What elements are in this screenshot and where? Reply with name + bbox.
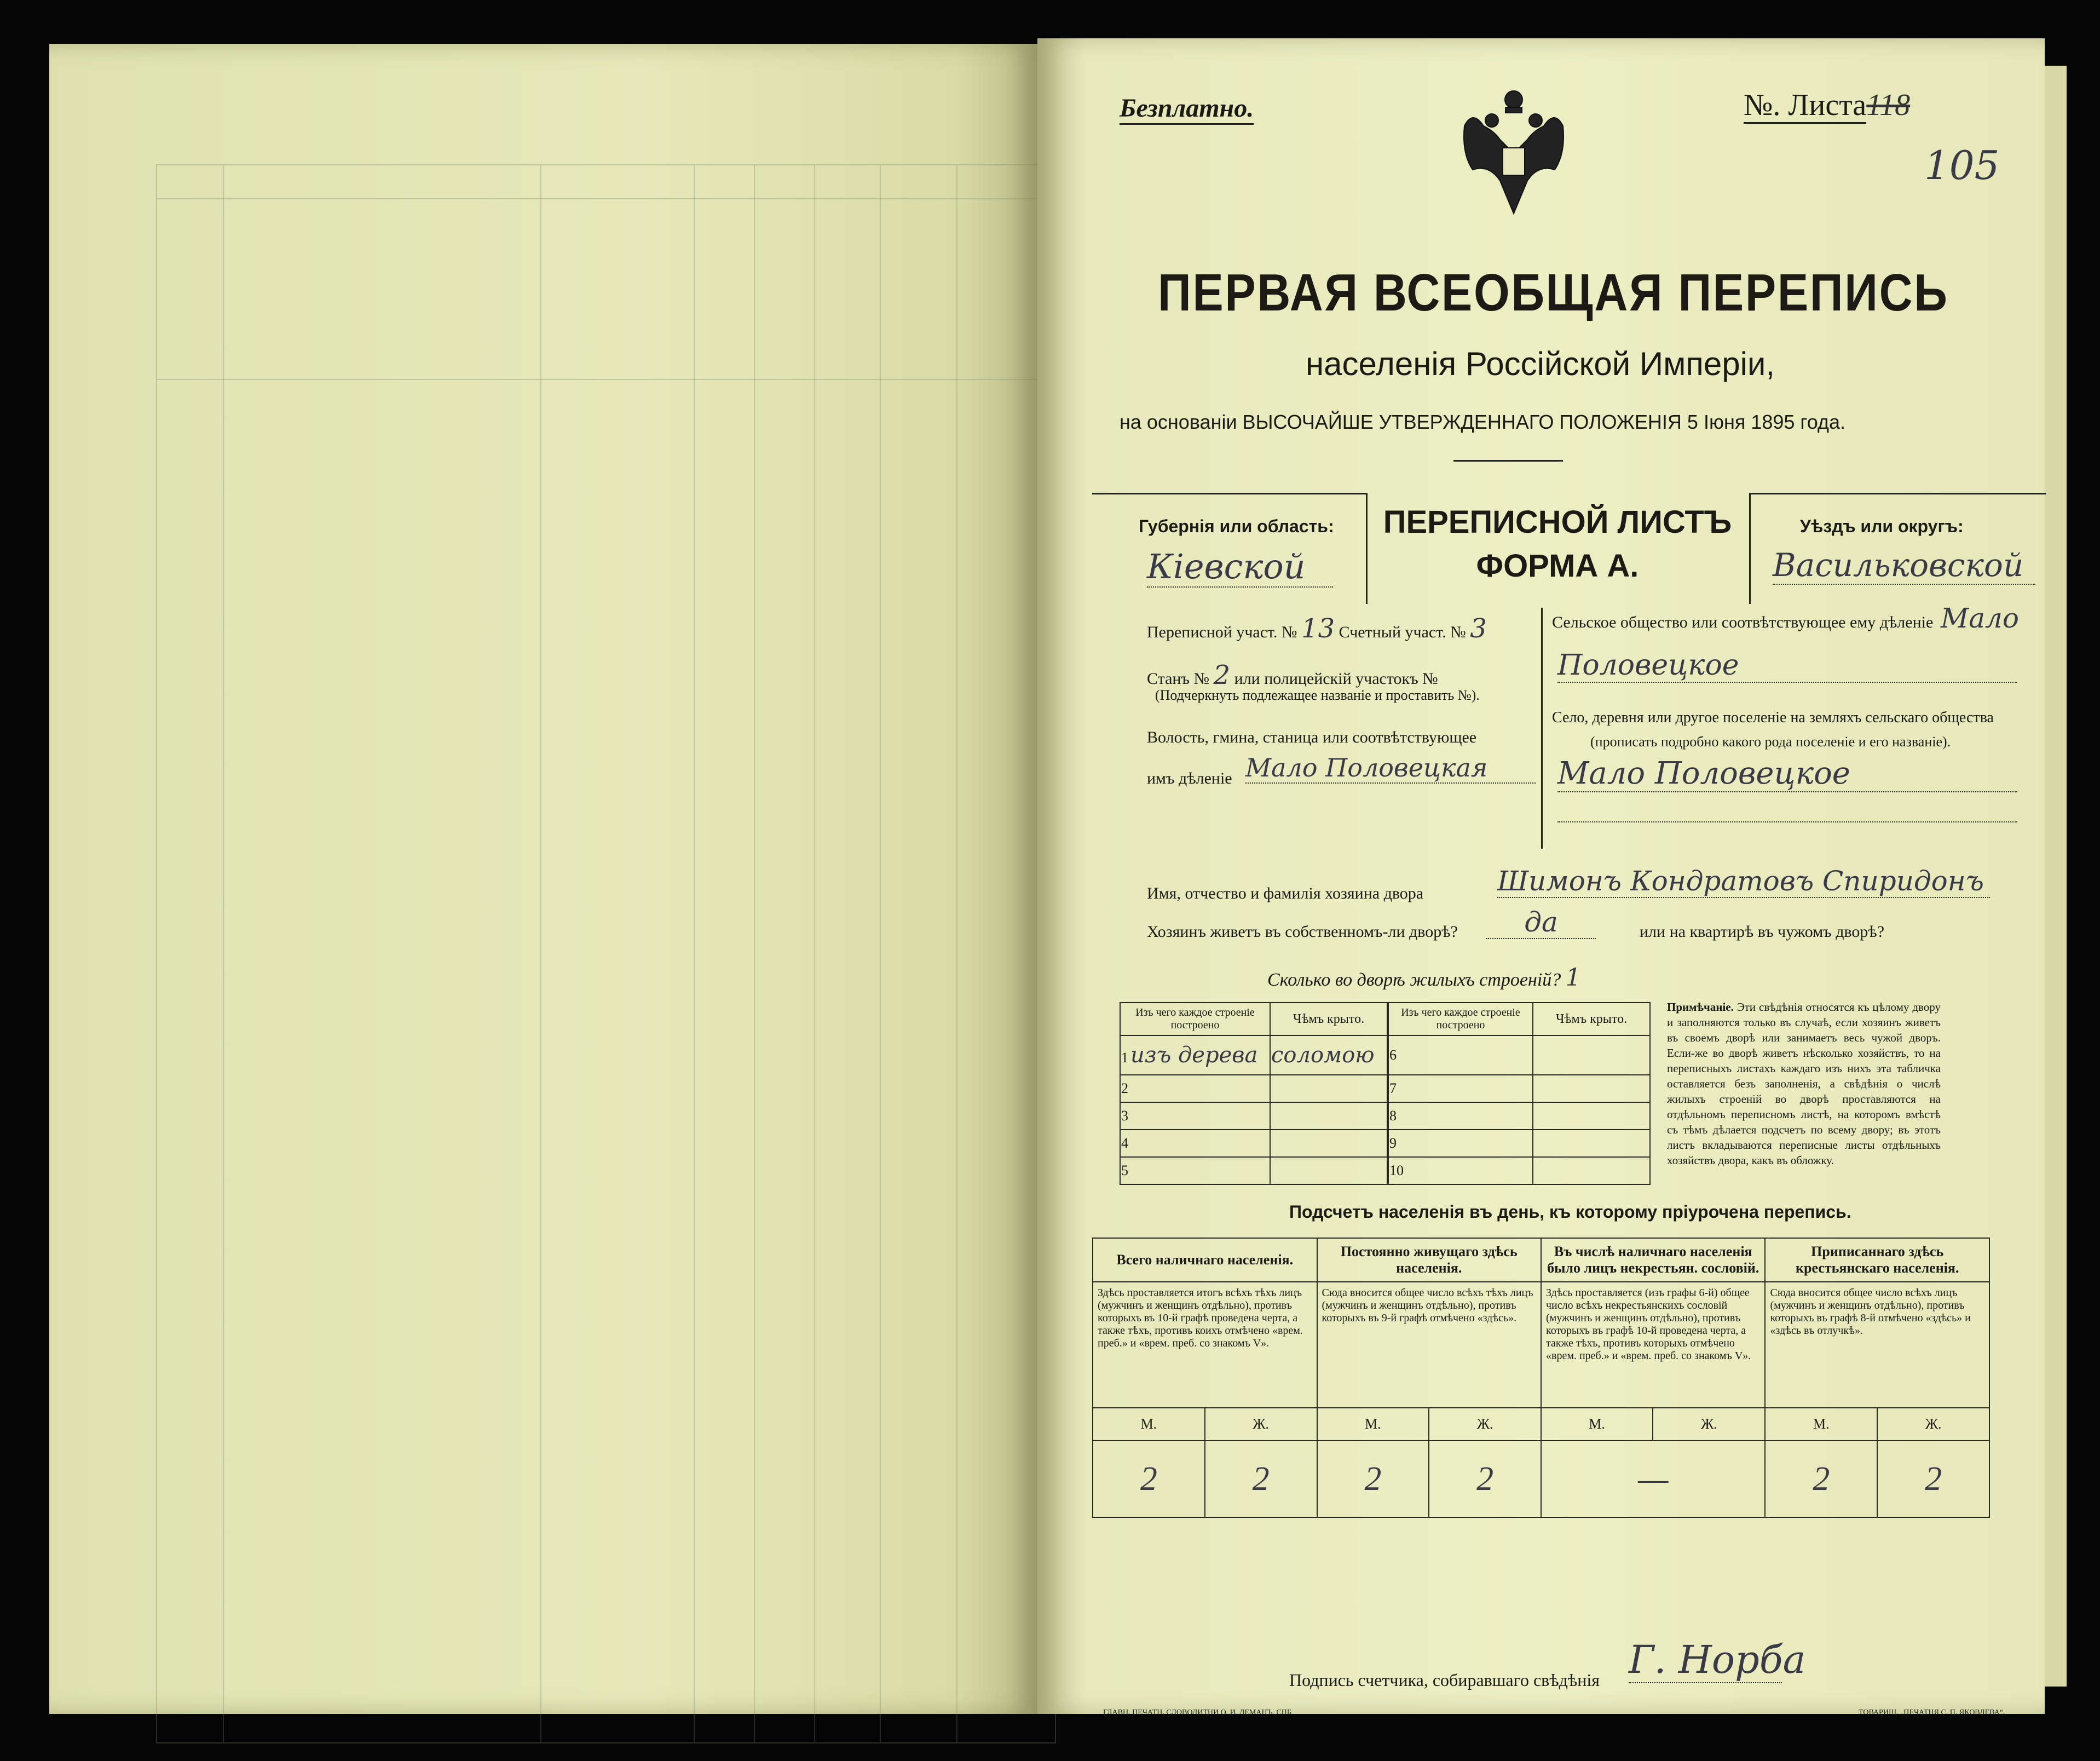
form-subtitle: ФОРМА А. xyxy=(1476,548,1639,584)
table-row: 10 xyxy=(1388,1157,1650,1184)
underline-note: (Подчеркнуть подлежащее названіе и проставить №). xyxy=(1155,687,1480,703)
sheet-number: №. Листа118 xyxy=(1744,88,1910,123)
free-label: Безплатно. xyxy=(1120,93,1254,125)
count-value: 2 xyxy=(1205,1441,1317,1517)
col-material: Изъ чего каждое строеніе построено xyxy=(1388,1003,1533,1035)
count-desc: Сюда вносится общее число всѣхъ лицъ (мужчинъ и женщинъ отдѣльно), противъ которыхъ въ графѣ 8-й отмѣчено «здѣсь» и «здѣсь въ отлучкѣ». xyxy=(1765,1282,1989,1408)
buildings-table-left xyxy=(1120,1002,1388,1185)
society-label: Сельское общество или соотвѣтствующее ему дѣленіе xyxy=(1552,613,1934,631)
count-desc: Здѣсь проставляется итогъ всѣхъ тѣхъ лицъ (мужчинъ и женщинъ отдѣльно), противъ которыхъ въ 10-й графѣ проведена черта, а также тѣхъ, противъ коихъ отмѣчено «врем. преб.» и «врем. преб. со знакомъ V». xyxy=(1093,1282,1317,1408)
male-header: М. xyxy=(1093,1408,1205,1441)
table-row: 6 xyxy=(1388,1035,1650,1075)
village-note: (прописать подробно какого рода поселеніе и его названіе). xyxy=(1590,734,1951,750)
col-material: Изъ чего каждое строеніе построено xyxy=(1120,1003,1270,1035)
printer-left: ГЛАВН. ПЕЧАТН. СЛОВОЛИТНИ О. И. ЛЕМАНЪ, СПБ xyxy=(1103,1708,1291,1717)
stan-field: Станъ № 2 или полицейскій участокъ № xyxy=(1147,660,1438,690)
census-section-field: Переписной участ. № 13 Счетный участ. № 3 xyxy=(1147,613,1487,644)
count-desc: Сюда вносится общее число всѣхъ тѣхъ лицъ (мужчинъ и женщинъ отдѣльно), противъ которыхъ въ 9-й графѣ отмѣчено «здѣсь». xyxy=(1317,1282,1542,1408)
society-value-2: Половецкое xyxy=(1557,649,2017,683)
count-value: — xyxy=(1541,1441,1765,1517)
col-roof: Чѣмъ крыто. xyxy=(1270,1003,1387,1035)
table-row: 8 xyxy=(1388,1102,1650,1130)
count-desc: Здѣсь проставляется (изъ графы 6-й) общее число всѣхъ некрестьянскихъ сословій (мужчинъ и женщинъ отдѣльно), противъ которыхъ въ графѣ 10-й проведена черта, а также тѣхъ, противъ которыхъ отмѣчено «врем. преб.» и «врем. преб. со знакомъ V». xyxy=(1541,1282,1765,1408)
count-title: Подсчетъ населенія въ день, къ которому пріурочена перепись. xyxy=(1289,1202,1851,1222)
table-row: 3 xyxy=(1120,1102,1387,1130)
district-label: Уѣздъ или округъ: xyxy=(1800,516,1964,536)
male-header: М. xyxy=(1541,1408,1653,1441)
province-box xyxy=(1092,493,1368,604)
owner-name-label: Имя, отчество и фамилія хозяина двора xyxy=(1147,884,1424,902)
owner-lives-alt-label: или на квартирѣ въ чужомъ дворѣ? xyxy=(1640,923,1885,941)
count-value: 2 xyxy=(1429,1441,1541,1517)
table-row: 5 xyxy=(1120,1157,1387,1184)
table-row: 2 xyxy=(1120,1075,1387,1102)
female-header: Ж. xyxy=(1653,1408,1765,1441)
buildings-label: Сколько во дворѣ жилыхъ строеній? 1 xyxy=(1267,964,1581,992)
col-roof: Чѣмъ крыто. xyxy=(1533,1003,1650,1035)
female-header: Ж. xyxy=(1429,1408,1541,1441)
table-row: 9 xyxy=(1388,1130,1650,1157)
count-head-present: Всего наличнаго населенія. xyxy=(1093,1238,1317,1282)
table-row: 4 xyxy=(1120,1130,1387,1157)
count-value: 2 xyxy=(1765,1441,1877,1517)
province-value: Кіевской xyxy=(1147,546,1333,588)
district-value: Васильковской xyxy=(1773,546,2035,585)
form-header-row xyxy=(1092,493,2045,602)
female-header: Ж. xyxy=(1205,1408,1317,1441)
male-header: М. xyxy=(1317,1408,1429,1441)
faint-table-grid xyxy=(156,164,1056,1743)
owner-lives-value: да xyxy=(1486,906,1596,939)
village-blank-line xyxy=(1557,821,2017,822)
form-title: ПЕРЕПИСНОЙ ЛИСТЪ xyxy=(1383,504,1732,540)
count-value: 2 xyxy=(1317,1441,1429,1517)
buildings-table-right xyxy=(1388,1002,1651,1185)
volost-label-2: имъ дѣленіе xyxy=(1147,769,1232,787)
count-head-registered: Приписаннаго здѣсь крестьянскаго населенія. xyxy=(1765,1238,1989,1282)
sheet-number-handwritten: 105 xyxy=(1924,142,2000,188)
volost-value: Мало Половецкая xyxy=(1245,753,1536,784)
population-count-table xyxy=(1092,1238,1990,1518)
printer-right: ТОВАРИЩ. „ПЕЧАТНЯ С. П. ЯКОВЛЕВА“. xyxy=(1859,1708,2005,1717)
male-header: М. xyxy=(1765,1408,1877,1441)
signature-label: Подпись счетчика, собиравшаго свѣдѣнія xyxy=(1289,1670,1600,1690)
divider-ornament xyxy=(1453,460,1563,462)
volost-label: Волость, гмина, станица или соотвѣтствующее xyxy=(1147,728,1477,746)
female-header: Ж. xyxy=(1877,1408,1989,1441)
count-head-nonpeasant: Въ числѣ наличнаго населенія было лицъ некрестьян. сословій. xyxy=(1541,1238,1765,1282)
count-value: 2 xyxy=(1093,1441,1205,1517)
right-page xyxy=(1037,38,2045,1717)
village-value: Мало Половецкое xyxy=(1557,756,2017,792)
double-eagle-emblem xyxy=(1451,88,1577,225)
legal-basis: на основаніи ВЫСОЧАЙШЕ УТВЕРЖДЕННАГО ПОЛОЖЕНІЯ 5 Іюня 1895 года. xyxy=(1120,411,1846,433)
count-value: 2 xyxy=(1877,1441,1989,1517)
village-label: Село, деревня или другое поселеніе на земляхъ сельскаго общества xyxy=(1552,709,1994,726)
page-title: ПЕРВАЯ ВСЕОБЩАЯ ПЕРЕПИСЬ xyxy=(1158,263,1949,322)
page-subtitle: населенія Россійской Имперіи, xyxy=(1306,346,1775,382)
table-row: 1 изъ дерева соломою xyxy=(1120,1035,1387,1075)
society-value-1: Мало xyxy=(1941,602,2019,634)
buildings-note: Примѣчаніе. Эти свѣдѣнія относятся къ цѣлому двору и заполняются только въ случаѣ, если хозяинъ живетъ въ своемъ дворѣ или занимаетъ весь чужой дворъ. Если-же во дворѣ живетъ нѣсколько хозяйствъ, то на переписныхъ листахъ каждаго изъ нихъ эта табличка оставляется безъ заполненія, а свѣдѣнія о числѣ жилыхъ строеній во дворѣ проставляются на отдѣльномъ переписномъ листѣ, на которомъ вмѣстѣ съ тѣмъ дѣлается подсчетъ по всему двору; въ этотъ листъ вкладываются переписные листы отдѣльныхъ хозяйствъ двора, какъ въ обложку. xyxy=(1667,1000,1941,1167)
left-page xyxy=(49,44,1037,1714)
count-head-resident: Постоянно живущаго здѣсь населенія. xyxy=(1317,1238,1542,1282)
signature-value: Г. Норба xyxy=(1629,1637,1806,1682)
page-edge xyxy=(2045,66,2067,1687)
owner-name-value: Шимонъ Кондратовъ Спиридонъ xyxy=(1497,865,1990,898)
district-box xyxy=(1749,493,2046,604)
province-label: Губернія или область: xyxy=(1139,516,1334,536)
table-row: 7 xyxy=(1388,1075,1650,1102)
owner-lives-label: Хозяинъ живетъ въ собственномъ-ли дворѣ? xyxy=(1147,923,1458,941)
